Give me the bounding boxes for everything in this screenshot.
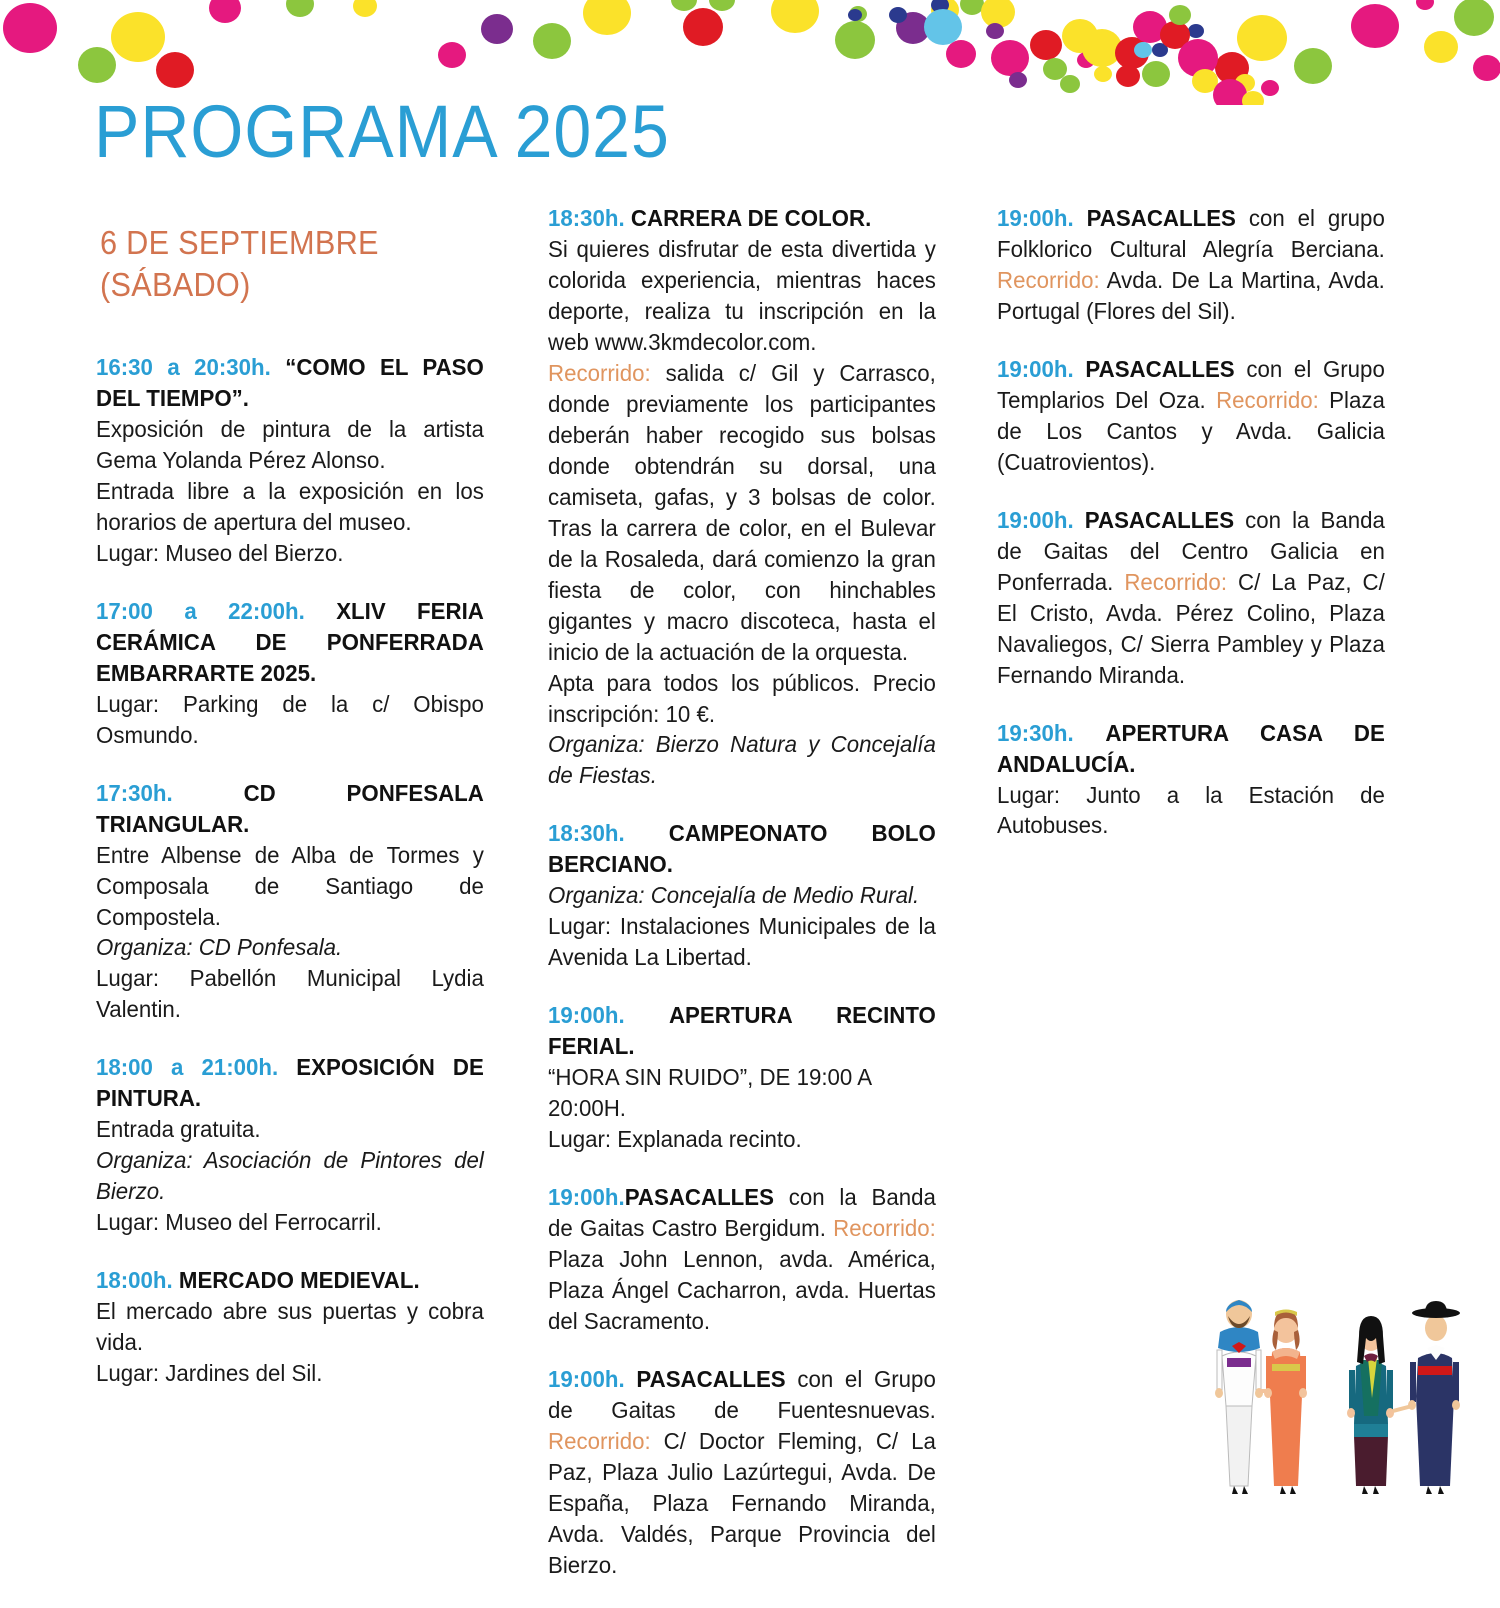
event-body: Entre Albense de Alba de Tormes y Composala de Santiago de Compostela.: [96, 841, 484, 930]
event-body-secondary: Entrada libre a la exposición en los horarios de apertura del museo.: [96, 477, 484, 535]
event-lugar: Lugar: Explanada recinto.: [548, 1126, 802, 1153]
event-body: Entrada gratuita.: [96, 1116, 261, 1143]
event-lugar: Lugar: Pabellón Municipal Lydia Valentin.: [96, 965, 484, 1023]
event-heading-continuation: con el Grupo Templarios Del Oza.: [997, 355, 1385, 413]
event-heading: CD PONFESALA TRIANGULAR.: [96, 779, 484, 837]
event-time: 18:00 a 21:00h.: [96, 1054, 279, 1081]
program-event: [96, 352, 500, 569]
event-main-line: [96, 596, 484, 689]
event-body-secondary: Apta para todos los públicos. Precio inscripción: 10 €.: [548, 669, 936, 727]
event-heading: MERCADO MEDIEVAL.: [178, 1267, 420, 1294]
event-recorrido-text: Plaza de Los Cantos y Avda. Galicia (Cuatrovientos).: [997, 386, 1385, 475]
event-main-line: [997, 354, 1385, 478]
event-main-line: [96, 1052, 484, 1114]
event-recorrido-label: Recorrido:: [548, 359, 651, 386]
event-time: 19:30h.: [997, 719, 1074, 746]
event-time: 17:30h.: [96, 779, 173, 806]
program-event: [997, 718, 1401, 842]
event-recorrido-text: C/ Doctor Fleming, C/ La Paz, Plaza Julio Lazúrtegui, Avda. De España, Plaza Fernando Miranda, Avda. Valdés, Parque Provincia del Bierzo.: [548, 1427, 936, 1578]
figure-mujer-manton-verde: [1347, 1316, 1394, 1494]
event-main-line: [548, 203, 936, 234]
program-event: [96, 778, 500, 1026]
event-main-line: [997, 203, 1385, 327]
event-time: 19:00h.: [548, 1184, 625, 1211]
event-lugar: Lugar: Instalaciones Municipales de la Avenida La Libertad.: [548, 913, 936, 971]
event-recorrido-text: Avda. De La Martina, Avda. Portugal (Flores del Sil).: [997, 266, 1385, 324]
event-recorrido-text: Plaza John Lennon, avda. América, Plaza Ángel Cacharron, avda. Huertas del Sacramento.: [548, 1246, 936, 1334]
event-heading: XLIV FERIA CERÁMICA DE PONFERRADA EMBARRARTE 2025.: [96, 597, 484, 686]
event-lugar: Lugar: Junto a la Estación de Autobuses.: [997, 781, 1385, 839]
program-event: [548, 1182, 952, 1337]
event-main-line: [548, 818, 936, 880]
event-heading: APERTURA CASA DE ANDALUCÍA.: [997, 719, 1385, 777]
event-recorrido: [548, 358, 936, 668]
event-time: 16:30 a 20:30h.: [96, 354, 271, 380]
event-heading: PASACALLES: [624, 1184, 774, 1211]
event-time: 18:30h.: [548, 820, 625, 847]
program-column-3: [997, 203, 1401, 868]
event-recorrido-label: Recorrido:: [833, 1215, 936, 1242]
event-body: El mercado abre sus puertas y cobra vida.: [96, 1298, 484, 1356]
event-time: 18:30h.: [548, 205, 625, 231]
page-title: PROGRAMA 2025: [94, 90, 670, 173]
program-event: [997, 505, 1401, 691]
event-time: 19:00h.: [997, 506, 1074, 533]
event-heading: PASACALLES: [1086, 205, 1236, 231]
event-heading: CARRERA DE COLOR.: [630, 205, 872, 231]
event-main-line: [548, 1000, 936, 1062]
event-time: 19:00h.: [548, 1365, 625, 1392]
event-recorrido-label: Recorrido:: [1216, 386, 1319, 413]
event-lugar: Lugar: Jardines del Sil.: [96, 1360, 323, 1387]
event-main-line: [548, 1182, 936, 1337]
program-event: [96, 596, 500, 751]
program-event: [548, 1000, 952, 1155]
program-event: [548, 1364, 952, 1581]
event-heading: “COMO EL PASO DEL TIEMPO”.: [96, 354, 484, 411]
event-main-line: [997, 505, 1385, 691]
event-heading: CAMPEONATO BOLO BERCIANO.: [548, 820, 936, 878]
program-event: [96, 1265, 500, 1389]
date-heading-line2: (SÁBADO): [100, 266, 251, 304]
event-recorrido-label: Recorrido:: [548, 1427, 651, 1454]
program-column-2: [548, 203, 952, 1608]
event-heading-continuation: con la Banda de Gaitas Castro Bergidum.: [548, 1184, 936, 1242]
program-event: [997, 354, 1401, 478]
event-recorrido-text: C/ La Paz, C/ El Cristo, Avda. Pérez Colino, Plaza Navaliegos, C/ Sierra Pambley y Plaza Fernando Miranda.: [997, 568, 1385, 688]
figure-mujer-vestido-naranja: [1259, 1310, 1307, 1495]
event-heading: PASACALLES: [1084, 506, 1235, 533]
event-main-line: [96, 1265, 484, 1296]
event-time: 17:00 a 22:00h.: [96, 597, 305, 624]
program-event: [548, 818, 952, 973]
event-lugar: Lugar: Museo del Ferrocarril.: [96, 1209, 382, 1236]
event-time: 19:00h.: [548, 1002, 625, 1029]
event-heading: PASACALLES: [1085, 355, 1235, 382]
event-heading-continuation: con el grupo Folklorico Cultural Alegría Berciana.: [997, 205, 1385, 262]
event-organiza: Organiza: CD Ponfesala.: [96, 934, 343, 961]
event-heading-continuation: con el Grupo de Gaitas de Fuentesnuevas.: [548, 1365, 936, 1423]
event-time: 18:00h.: [96, 1267, 173, 1294]
event-main-line: [997, 718, 1385, 780]
folk-dancers-illustration: [1196, 1286, 1496, 1496]
event-recorrido-text: salida c/ Gil y Carrasco, donde previamente los participantes deberán haber recogido sus bolsas donde obtendrán su dorsal, una camiseta, gafas, y 3 bolsas de color. Tras la carrera de color, en el Bulevar de la Rosaleda, dará comienzo la gran fiesta de color, con hinchables gigantes y macro discoteca, hasta el inicio de la actuación de la orquesta.: [548, 359, 936, 665]
event-lugar: Lugar: Parking de la c/ Obispo Osmundo.: [96, 690, 484, 748]
event-recorrido-label: Recorrido:: [1124, 568, 1228, 595]
event-time: 19:00h.: [997, 355, 1074, 382]
event-heading: PASACALLES: [636, 1365, 786, 1392]
event-body: Exposición de pintura de la artista Gema Yolanda Pérez Alonso.: [96, 415, 484, 473]
program-event: [548, 203, 952, 791]
event-heading: APERTURA RECINTO FERIAL.: [548, 1002, 936, 1060]
program-event: [997, 203, 1401, 327]
program-column-1: [96, 352, 500, 1416]
event-main-line: [96, 778, 484, 840]
event-recorrido-label: Recorrido:: [997, 266, 1100, 293]
event-main-line: [548, 1364, 936, 1581]
event-main-line: [96, 352, 484, 414]
date-heading-line1: 6 DE SEPTIEMBRE: [100, 224, 379, 261]
event-organiza: Organiza: Asociación de Pintores del Bierzo.: [96, 1147, 484, 1205]
event-heading: EXPOSICIÓN DE PINTURA.: [96, 1054, 484, 1112]
program-event: [96, 1052, 500, 1238]
event-lugar: Lugar: Museo del Bierzo.: [96, 539, 344, 566]
event-organiza: Organiza: Bierzo Natura y Concejalía de Fiestas.: [548, 731, 936, 789]
event-body: Si quieres disfrutar de esta divertida y colorida experiencia, mientras haces deporte, realiza tu inscripción en la web www.3kmdecolor.com.: [548, 235, 936, 355]
event-note: “HORA SIN RUIDO”, DE 19:00 A 20:00H.: [548, 1064, 871, 1122]
event-heading-continuation: con la Banda de Gaitas del Centro Galicia en Ponferrada.: [997, 506, 1385, 595]
event-organiza: Organiza: Concejalía de Medio Rural.: [548, 882, 920, 909]
figure-hombre-capa-azul: [1215, 1300, 1263, 1494]
figure-hombre-sombrero-negro: [1393, 1301, 1460, 1494]
event-time: 19:00h.: [997, 205, 1074, 231]
